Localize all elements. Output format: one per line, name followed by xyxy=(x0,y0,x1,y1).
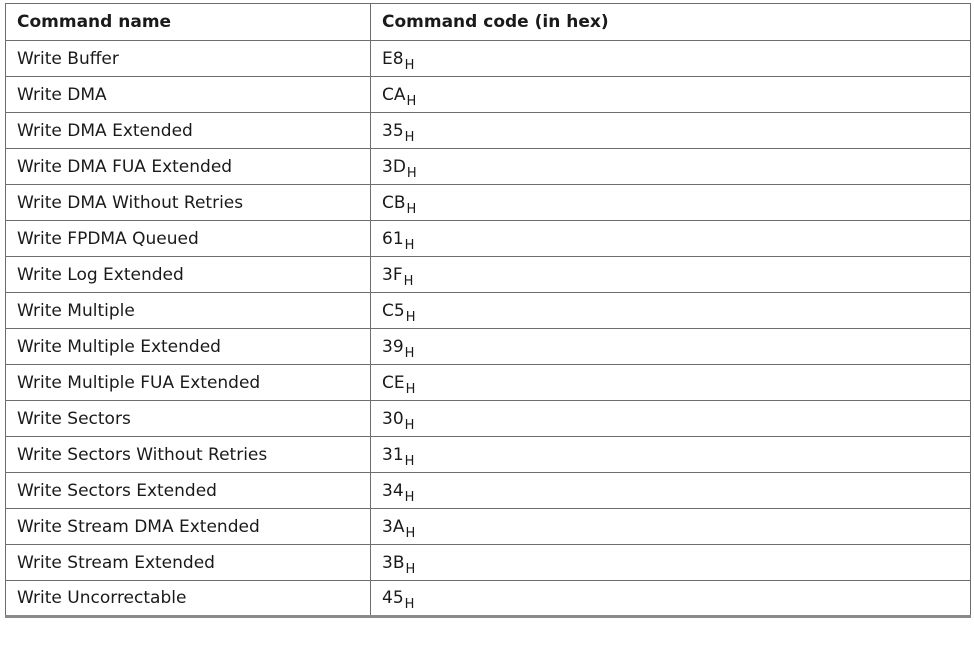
hex-suffix: H xyxy=(405,525,416,541)
command-name-cell: Write Buffer xyxy=(6,41,371,77)
command-code-value: 45 xyxy=(382,588,404,608)
command-code-value: 3F xyxy=(382,264,403,285)
hex-suffix: H xyxy=(405,561,416,577)
hex-suffix: H xyxy=(404,129,415,145)
command-code-cell xyxy=(371,41,971,77)
command-name-cell: Write Log Extended xyxy=(6,257,371,293)
hex-suffix: H xyxy=(404,453,415,469)
table-row xyxy=(6,41,971,77)
table-body xyxy=(6,41,971,617)
table-row xyxy=(6,401,971,437)
command-name-cell: Write DMA Without Retries xyxy=(6,185,371,221)
hex-suffix: H xyxy=(403,273,414,289)
hex-suffix: H xyxy=(404,345,415,361)
command-code-value: 35 xyxy=(382,120,404,141)
command-code-cell xyxy=(371,509,971,545)
command-code-cell xyxy=(371,329,971,365)
command-code-cell xyxy=(371,221,971,257)
command-code-value: 3A xyxy=(382,516,405,537)
table-row xyxy=(6,149,971,185)
command-code-value: 3D xyxy=(382,156,406,177)
command-code-value: C5 xyxy=(382,300,405,321)
table-row xyxy=(6,293,971,329)
command-code-cell xyxy=(371,437,971,473)
command-code-value: 31 xyxy=(382,444,404,465)
table-row xyxy=(6,77,971,113)
command-name-cell: Write Multiple xyxy=(6,293,371,329)
command-table xyxy=(5,3,971,618)
header-command-code: Command code (in hex) xyxy=(371,4,971,41)
hex-suffix: H xyxy=(406,201,417,217)
command-code-value: CB xyxy=(382,192,406,213)
table-row xyxy=(6,257,971,293)
command-name-cell: Write Sectors xyxy=(6,401,371,437)
command-code-cell xyxy=(371,149,971,185)
command-code-cell xyxy=(371,365,971,401)
command-name-cell: Write DMA FUA Extended xyxy=(6,149,371,185)
table-row xyxy=(6,545,971,581)
command-code-cell xyxy=(371,257,971,293)
command-code-cell xyxy=(371,545,971,581)
hex-suffix: H xyxy=(406,93,417,109)
table-row xyxy=(6,221,971,257)
command-name-cell: Write FPDMA Queued xyxy=(6,221,371,257)
command-name-cell: Write Multiple Extended xyxy=(6,329,371,365)
command-code-cell xyxy=(371,581,971,617)
command-table-container xyxy=(5,3,970,618)
command-code-cell xyxy=(371,293,971,329)
command-code-value: 3B xyxy=(382,552,405,573)
command-code-value: 39 xyxy=(382,336,404,357)
hex-suffix: H xyxy=(404,597,415,612)
table-row xyxy=(6,185,971,221)
table-row xyxy=(6,581,971,617)
table-row xyxy=(6,329,971,365)
command-code-cell xyxy=(371,77,971,113)
command-name-cell: Write DMA xyxy=(6,77,371,113)
command-code-cell xyxy=(371,113,971,149)
hex-suffix: H xyxy=(405,381,416,397)
command-code-cell xyxy=(371,401,971,437)
command-code-value: CE xyxy=(382,372,405,393)
command-code-value: E8 xyxy=(382,48,404,69)
table-row xyxy=(6,113,971,149)
hex-suffix: H xyxy=(404,417,415,433)
header-row xyxy=(6,4,971,41)
command-name-cell: Write Stream DMA Extended xyxy=(6,509,371,545)
command-name-cell: Write DMA Extended xyxy=(6,113,371,149)
table-header xyxy=(6,4,971,41)
command-name-cell: Write Sectors Extended xyxy=(6,473,371,509)
table-row xyxy=(6,473,971,509)
command-name-cell: Write Uncorrectable xyxy=(6,581,371,617)
command-code-value: CA xyxy=(382,84,406,105)
hex-suffix: H xyxy=(406,165,417,181)
hex-suffix: H xyxy=(404,237,415,253)
command-code-cell xyxy=(371,185,971,221)
command-code-value: 61 xyxy=(382,228,404,249)
hex-suffix: H xyxy=(404,57,415,73)
table-row xyxy=(6,365,971,401)
command-code-value: 30 xyxy=(382,408,404,429)
hex-suffix: H xyxy=(405,309,416,325)
command-name-cell: Write Stream Extended xyxy=(6,545,371,581)
command-name-cell: Write Multiple FUA Extended xyxy=(6,365,371,401)
header-command-name: Command name xyxy=(6,4,371,41)
table-row xyxy=(6,509,971,545)
hex-suffix: H xyxy=(404,489,415,505)
command-code-cell xyxy=(371,473,971,509)
table-row xyxy=(6,437,971,473)
command-name-cell: Write Sectors Without Retries xyxy=(6,437,371,473)
command-code-value: 34 xyxy=(382,480,404,501)
